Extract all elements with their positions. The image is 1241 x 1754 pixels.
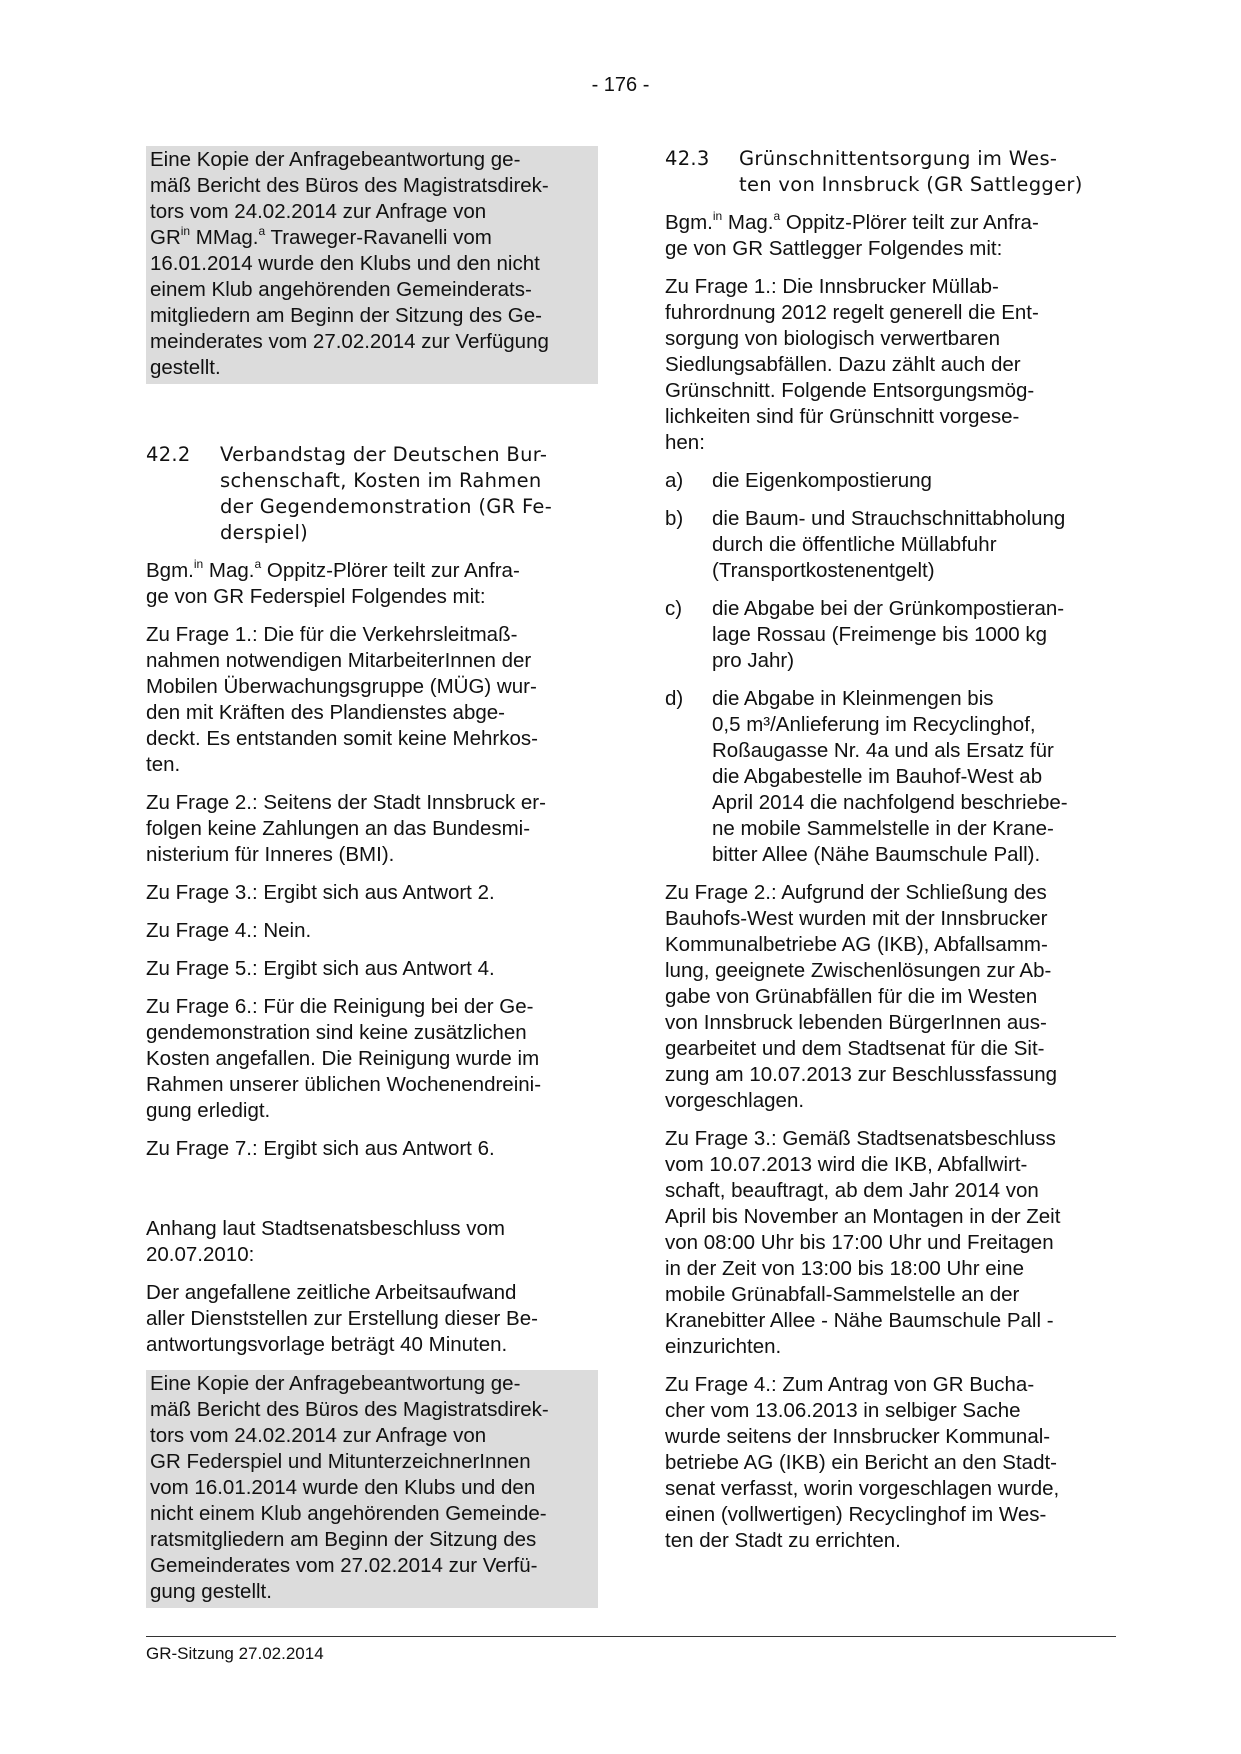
text-line: Kommunalbetriebe AG (IKB), Abfallsamm-: [665, 933, 1048, 956]
text-line: lung, geeignete Zwischenlösungen zur Ab-: [665, 959, 1052, 982]
text-line: 0,5 m³/Anlieferung im Recyclinghof,: [712, 713, 1036, 736]
answer-paragraph-5: Zu Frage 5.: Ergibt sich aus Antwort 4.: [146, 957, 495, 980]
text-line: 20.07.2010:: [146, 1243, 255, 1266]
annex-text: [146, 1280, 598, 1358]
text-line: Siedlungsabfällen. Dazu zählt auch der: [665, 353, 1021, 376]
text-line: Grünschnitt. Folgende Entsorgungsmög-: [665, 379, 1035, 402]
text-line: aller Dienststellen zur Erstellung dieser Be-: [146, 1307, 538, 1330]
answer-paragraph-1: [665, 274, 1115, 456]
spacer: [146, 1174, 598, 1216]
text-line: lage Rossau (Freimenge bis 1000 kg: [712, 623, 1048, 646]
text-line: nicht einem Klub angehörenden Gemeinde-: [150, 1502, 547, 1525]
text-line: Zu Frage 1.: Die Innsbrucker Müllab-: [665, 275, 999, 298]
text-line: [150, 225, 594, 251]
intro-paragraph: [146, 558, 598, 610]
text-line: gearbeitet und dem Stadtsenat für die Sit-: [665, 1037, 1045, 1060]
text-line: ne mobile Sammelstelle in der Krane-: [712, 817, 1054, 840]
text-line: Zu Frage 6.: Für die Reinigung bei der Ge-: [146, 995, 534, 1018]
text-line: vom 16.01.2014 wurde den Klubs und den: [150, 1476, 536, 1499]
text-line: einen (vollwertigen) Recyclinghof im Wes-: [665, 1503, 1047, 1526]
answer-paragraph-4: [665, 1372, 1115, 1554]
text-line: zung am 10.07.2013 zur Beschlussfassung: [665, 1063, 1058, 1086]
text-line: gendemonstration sind keine zusätzlichen: [146, 1021, 527, 1044]
text-line: Mobilen Überwachungsgruppe (MÜG) wur-: [146, 675, 537, 698]
text-line: gabe von Grünabfällen für die im Westen: [665, 985, 1038, 1008]
text-line: vorgeschlagen.: [665, 1089, 805, 1112]
text-line: April 2014 die nachfolgend beschriebe-: [712, 791, 1068, 814]
answer-paragraph-6: [146, 994, 598, 1124]
text-line: mitgliedern am Beginn der Sitzung des Ge-: [150, 304, 542, 327]
text-line: April bis November an Montagen in der Zeit: [665, 1205, 1061, 1228]
text-line: in der Zeit von 13:00 bis 18:00 Uhr eine: [665, 1257, 1024, 1280]
superscript: a: [258, 224, 266, 238]
section-heading-42-2: [146, 442, 598, 546]
text-line: [146, 558, 598, 584]
list-text: [712, 468, 1115, 494]
text-line: nisterium für Inneres (BMI).: [146, 843, 395, 866]
text-fragment: Bgm.: [665, 211, 713, 234]
text-line: sorgung von biologisch verwertbaren: [665, 327, 1001, 350]
annex-title: [146, 1216, 598, 1268]
text-line: von 08:00 Uhr bis 17:00 Uhr und Freitagen: [665, 1231, 1054, 1254]
section-heading-42-3: [665, 146, 1115, 198]
text-fragment: GR: [150, 226, 181, 249]
text-line: Zu Frage 2.: Aufgrund der Schließung des: [665, 881, 1047, 904]
text-line: einzurichten.: [665, 1335, 782, 1358]
distribution-note-box-2: [146, 1370, 598, 1608]
text-line: Eine Kopie der Anfragebeantwortung ge-: [150, 1372, 521, 1395]
answer-paragraph-1: [146, 622, 598, 778]
text-line: deckt. Es entstanden somit keine Mehrkos-: [146, 727, 538, 750]
answer-paragraph-3: [665, 1126, 1115, 1360]
text-line: GR Federspiel und MitunterzeichnerInnen: [150, 1450, 531, 1473]
text-line: gung gestellt.: [150, 1580, 272, 1603]
text-fragment: MMag.: [190, 226, 259, 249]
text-line: Roßaugasse Nr. 4a und als Ersatz für: [712, 739, 1054, 762]
intro-paragraph: [665, 210, 1115, 262]
list-text: [712, 596, 1115, 674]
list-label: d): [665, 687, 684, 710]
text-line: 16.01.2014 wurde den Klubs und den nicht: [150, 252, 540, 275]
text-line: (Transportkostenentgelt): [712, 559, 935, 582]
text-line: gestellt.: [150, 356, 221, 379]
text-fragment: Bgm.: [146, 559, 194, 582]
text-line: Rahmen unserer üblichen Wochenendreini-: [146, 1073, 542, 1096]
text-fragment: Oppitz-Plörer teilt zur Anfra-: [261, 559, 520, 582]
section-title: [739, 146, 1115, 198]
text-line: gung erledigt.: [146, 1099, 271, 1122]
text-line: nahmen notwendigen MitarbeiterInnen der: [146, 649, 532, 672]
text-fragment: Mag.: [203, 559, 255, 582]
text-line: tors vom 24.02.2014 zur Anfrage von: [150, 1424, 487, 1447]
list-item: [665, 468, 1115, 494]
text-line: tors vom 24.02.2014 zur Anfrage von: [150, 200, 487, 223]
text-line: bitter Allee (Nähe Baumschule Pall).: [712, 843, 1041, 866]
text-line: Gemeinderates vom 27.02.2014 zur Verfü-: [150, 1554, 538, 1577]
text-line: Kranebitter Allee - Nähe Baumschule Pall -: [665, 1309, 1054, 1332]
page-number: - 176 -: [591, 74, 650, 96]
list-label: c): [665, 597, 683, 620]
text-line: Grünschnittentsorgung im Wes-: [739, 147, 1058, 170]
text-line: ratsmitgliedern am Beginn der Sitzung des: [150, 1528, 537, 1551]
text-line: Eine Kopie der Anfragebeantwortung ge-: [150, 148, 521, 171]
section-title: [220, 442, 598, 546]
answer-paragraph-2: [665, 880, 1115, 1114]
list-label: a): [665, 469, 684, 492]
text-line: der Gegendemonstration (GR Fe-: [220, 495, 553, 518]
text-line: [665, 210, 1115, 236]
text-line: hen:: [665, 431, 705, 454]
list-label: b): [665, 507, 684, 530]
text-line: Zu Frage 2.: Seitens der Stadt Innsbruck er-: [146, 791, 546, 814]
right-column: [665, 146, 1115, 1566]
footer-text: GR-Sitzung 27.02.2014: [146, 1644, 324, 1663]
text-line: einem Klub angehörenden Gemeinderats-: [150, 278, 532, 301]
superscript: a: [254, 557, 262, 571]
text-line: Zu Frage 1.: Die für die Verkehrsleitmaß-: [146, 623, 518, 646]
superscript: a: [773, 209, 781, 223]
text-line: folgen keine Zahlungen an das Bundesmi-: [146, 817, 531, 840]
text-line: lichkeiten sind für Grünschnitt vorgese-: [665, 405, 1020, 428]
text-line: Zu Frage 3.: Gemäß Stadtsenatsbeschluss: [665, 1127, 1056, 1150]
left-column: [146, 146, 598, 1620]
superscript: in: [193, 557, 204, 571]
list-item: [665, 506, 1115, 584]
answer-paragraph-3: Zu Frage 3.: Ergibt sich aus Antwort 2.: [146, 881, 495, 904]
distribution-note-box-1: [146, 146, 598, 384]
text-line: die Abgabestelle im Bauhof-West ab: [712, 765, 1043, 788]
text-line: Kosten angefallen. Die Reinigung wurde im: [146, 1047, 540, 1070]
list-item: [665, 686, 1115, 868]
text-line: mobile Grünabfall-Sammelstelle an der: [665, 1283, 1020, 1306]
text-line: meinderates vom 27.02.2014 zur Verfügung: [150, 330, 549, 353]
text-line: mäß Bericht des Büros des Magistratsdirek-: [150, 174, 549, 197]
text-line: Anhang laut Stadtsenatsbeschluss vom: [146, 1217, 505, 1240]
list-item: [665, 596, 1115, 674]
text-line: antwortungsvorlage beträgt 40 Minuten.: [146, 1333, 508, 1356]
text-line: ge von GR Federspiel Folgendes mit:: [146, 585, 486, 608]
superscript: in: [180, 224, 191, 238]
text-line: fuhrordnung 2012 regelt generell die Ent-: [665, 301, 1039, 324]
answer-paragraph-2: [146, 790, 598, 868]
superscript: in: [712, 209, 723, 223]
text-line: pro Jahr): [712, 649, 795, 672]
section-number: 42.3: [665, 147, 710, 170]
spacer: [146, 396, 598, 442]
text-fragment: Mag.: [722, 211, 774, 234]
text-line: Der angefallene zeitliche Arbeitsaufwand: [146, 1281, 517, 1304]
list-text: [712, 686, 1115, 868]
text-line: von Innsbruck lebenden BürgerInnen aus-: [665, 1011, 1047, 1034]
text-line: Bauhofs-West wurden mit der Innsbrucker: [665, 907, 1048, 930]
text-line: durch die öffentliche Müllabfuhr: [712, 533, 997, 556]
text-line: senat verfasst, worin vorgeschlagen wurde,: [665, 1477, 1060, 1500]
text-fragment: Traweger-Ravanelli vom: [265, 226, 492, 249]
section-number: 42.2: [146, 443, 191, 466]
text-line: die Abgabe in Kleinmengen bis: [712, 687, 994, 710]
text-line: die Abgabe bei der Grünkompostieran-: [712, 597, 1065, 620]
text-line: mäß Bericht des Büros des Magistratsdirek-: [150, 1398, 549, 1421]
footer-divider: [146, 1636, 1116, 1637]
text-line: cher vom 13.06.2013 in selbiger Sache: [665, 1399, 1021, 1422]
text-line: ten.: [146, 753, 181, 776]
text-line: den mit Kräften des Plandienstes abge-: [146, 701, 505, 724]
text-line: ten der Stadt zu errichten.: [665, 1529, 901, 1552]
text-line: derspiel): [220, 521, 309, 544]
text-line: vom 10.07.2013 wird die IKB, Abfallwirt-: [665, 1153, 1028, 1176]
text-line: wurde seitens der Innsbrucker Kommunal-: [665, 1425, 1051, 1448]
list-text: [712, 506, 1115, 584]
text-line: Zu Frage 4.: Zum Antrag von GR Bucha-: [665, 1373, 1035, 1396]
text-line: Verbandstag der Deutschen Bur-: [220, 443, 548, 466]
text-line: die Baum- und Strauchschnittabholung: [712, 507, 1066, 530]
text-fragment: Oppitz-Plörer teilt zur Anfra-: [780, 211, 1039, 234]
text-line: schenschaft, Kosten im Rahmen: [220, 469, 542, 492]
answer-paragraph-7: Zu Frage 7.: Ergibt sich aus Antwort 6.: [146, 1137, 495, 1160]
answer-paragraph-4: Zu Frage 4.: Nein.: [146, 919, 312, 942]
text-line: betriebe AG (IKB) ein Bericht an den Stadt-: [665, 1451, 1057, 1474]
text-line: die Eigenkompostierung: [712, 469, 932, 492]
text-line: ten von Innsbruck (GR Sattlegger): [739, 173, 1083, 196]
text-line: ge von GR Sattlegger Folgendes mit:: [665, 237, 1003, 260]
text-line: schaft, beauftragt, ab dem Jahr 2014 von: [665, 1179, 1039, 1202]
